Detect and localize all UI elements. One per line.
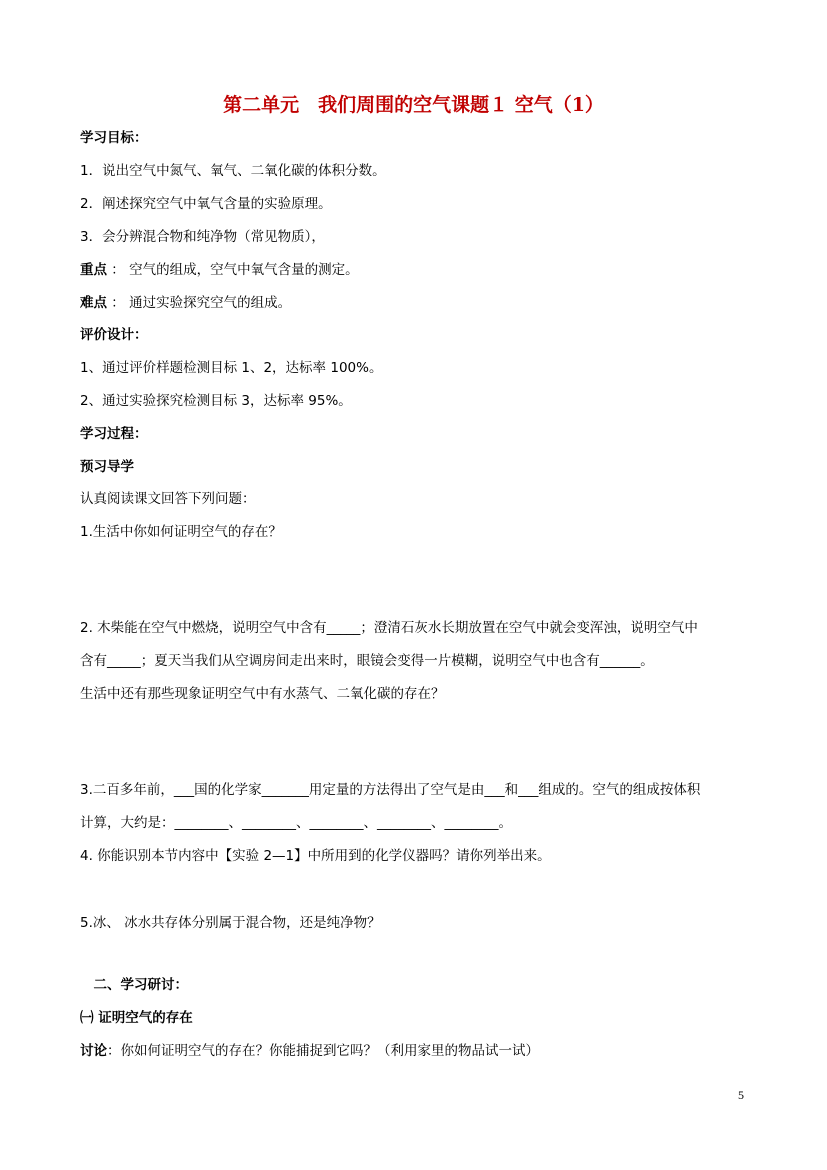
question-2-line-2: 含有_____；夏天当我们从空调房间走出来时，眼镜会变得一片模糊，说明空气中也含有______。 [80, 653, 654, 669]
key-point-label: 重点 [80, 262, 107, 278]
question-2-line-1: 2. 木柴能在空气中燃烧，说明空气中含有_____；澄清石灰水长期放置在空气中就会变浑浊，说明空气中 [80, 620, 698, 636]
heading-study-discussion: 二、学习研讨： [80, 977, 188, 993]
question-2-followup: 生活中还有那些现象证明空气中有水蒸气、二氧化碳的存在？ [80, 686, 445, 702]
key-point [80, 260, 359, 280]
page-number: 5 [738, 1088, 744, 1102]
difficult-point [80, 293, 291, 313]
heading-preview: 预习导学 [80, 459, 134, 475]
discussion-text: ：你如何证明空气的存在？你能捕捉到它吗？（利用家里的物品试一试） [107, 1043, 539, 1059]
evaluation-1: 1、通过评价样题检测目标 1、2，达标率 100%。 [80, 360, 383, 376]
heading-learning-process: 学习过程： [80, 426, 148, 442]
question-3-line-1: 3.二百多年前，___国的化学家_______用定量的方法得出了空气是由___和___组成的。空气的组成按体积 [80, 782, 701, 798]
question-4: 4. 你能识别本节内容中【实验 2—1】中所用到的化学仪器吗？请你列举出来。 [80, 848, 551, 864]
instruction: 认真阅读课文回答下列问题： [80, 491, 256, 507]
question-1: 1.生活中你如何证明空气的存在？ [80, 524, 282, 540]
goal-3: 3．会分辨混合物和纯净物（常见物质）， [80, 229, 325, 245]
question-5: 5.冰、 冰水共存体分别属于混合物，还是纯净物？ [80, 915, 381, 931]
evaluation-2: 2、通过实验探究检测目标 3，达标率 95%。 [80, 393, 352, 409]
difficult-point-label: 难点 [80, 295, 107, 311]
page-title: 第二单元 我们周围的空气课题１ 空气（1） [223, 94, 604, 116]
goal-1: 1．说出空气中氮气、氧气、二氧化碳的体积分数。 [80, 163, 386, 179]
discussion-label: 讨论 [80, 1043, 107, 1059]
discussion [80, 1041, 539, 1061]
heading-evaluation: 评价设计： [80, 327, 148, 343]
goal-2: 2．阐述探究空气中氧气含量的实验原理。 [80, 196, 332, 212]
heading-prove-air: ㈠ 证明空气的存在 [80, 1010, 193, 1026]
question-3-line-2: 计算，大约是：________、________、________、________、________。 [80, 815, 512, 831]
heading-learning-goals: 学习目标： [80, 130, 148, 146]
key-point-text: ： 空气的组成，空气中氧气含量的测定。 [107, 262, 359, 278]
difficult-point-text: ： 通过实验探究空气的组成。 [107, 295, 292, 311]
